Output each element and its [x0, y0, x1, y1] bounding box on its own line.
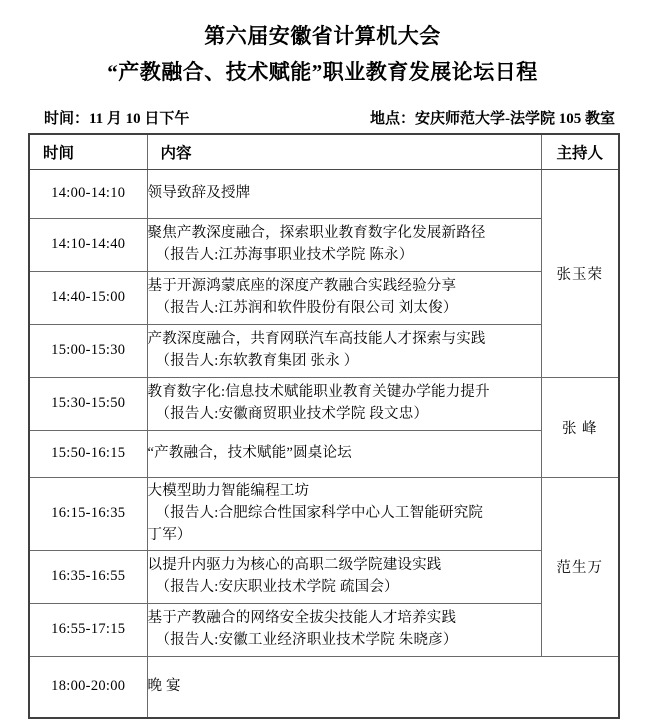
cell-content-speaker: （报告人:安徽商贸职业技术学院 段文忠）	[155, 405, 429, 422]
cell-content	[147, 377, 541, 430]
document-title-block	[0, 0, 645, 87]
table-row	[29, 324, 619, 377]
cell-content-main: 基于产教融合的网络安全拔尖技能人才培养实践	[147, 609, 457, 626]
schedule-table-wrapper	[28, 133, 617, 719]
cell-time: 18:00-20:00	[29, 656, 147, 718]
column-header-time: 时间	[29, 134, 147, 170]
cell-content	[147, 603, 541, 656]
cell-time: 15:00-15:30	[29, 324, 147, 377]
cell-content-main: 晚 宴	[147, 677, 181, 694]
table-row	[29, 477, 619, 550]
cell-time: 16:15-16:35	[29, 477, 147, 550]
schedule-table-head	[29, 134, 619, 170]
cell-time: 14:40-15:00	[29, 271, 147, 324]
event-location-label: 地点：安庆师范大学-法学院 105 教室	[370, 110, 615, 127]
cell-content-main: 教育数字化:信息技术赋能职业教育关键办学能力提升	[147, 383, 490, 400]
column-header-host: 主持人	[541, 134, 619, 170]
table-row	[29, 656, 619, 718]
event-time-label: 时间：11 月 10 日下午	[44, 110, 190, 127]
cell-content-speaker: （报告人:江苏海事职业技术学院 陈永）	[155, 246, 414, 263]
cell-time: 16:35-16:55	[29, 550, 147, 603]
cell-time: 14:00-14:10	[29, 169, 147, 218]
table-row	[29, 377, 619, 430]
table-row	[29, 169, 619, 218]
cell-content	[147, 271, 541, 324]
cell-content	[147, 550, 541, 603]
cell-content	[147, 430, 541, 477]
cell-content-speaker: （报告人:合肥综合性国家科学中心人工智能研究院	[155, 504, 484, 521]
cell-time: 14:10-14:40	[29, 218, 147, 271]
cell-content	[147, 656, 619, 718]
cell-content-main: 领导致辞及授牌	[147, 184, 251, 201]
table-row	[29, 550, 619, 603]
cell-content-main: 大模型助力智能编程工坊	[147, 483, 310, 500]
schedule-table-body	[29, 169, 619, 718]
cell-content-speaker: （报告人:东软教育集团 张永 ）	[155, 352, 359, 369]
cell-content-speaker: （报告人:安徽工业经济职业技术学院 朱晓彦）	[155, 631, 458, 648]
cell-content-main: 产教深度融合，共育网联汽车高技能人才探索与实践	[147, 330, 486, 347]
table-row	[29, 271, 619, 324]
cell-content	[147, 169, 541, 218]
table-row	[29, 430, 619, 477]
cell-host: 范生万	[541, 477, 619, 656]
cell-content-main: 以提升内驱力为核心的高职二级学院建设实践	[147, 556, 442, 573]
cell-time: 16:55-17:15	[29, 603, 147, 656]
cell-content-main: 聚焦产教深度融合，探索职业教育数字化发展新路径	[147, 224, 486, 241]
table-header-row	[29, 134, 619, 170]
cell-time: 15:30-15:50	[29, 377, 147, 430]
cell-host: 张玉荣	[541, 169, 619, 377]
cell-content-speaker: （报告人:安庆职业技术学院 疏国会）	[155, 578, 399, 595]
cell-content-main: “产教融合，技术赋能”圆桌论坛	[147, 444, 352, 461]
cell-time: 15:50-16:15	[29, 430, 147, 477]
cell-content	[147, 324, 541, 377]
cell-content	[147, 477, 541, 550]
column-header-content: 内容	[147, 134, 541, 170]
cell-content-speaker: （报告人:江苏润和软件股份有限公司 刘太俊）	[155, 299, 458, 316]
cell-host: 张 峰	[541, 377, 619, 477]
page-title-primary: 第六届安徽省计算机大会	[204, 24, 441, 48]
table-row	[29, 218, 619, 271]
cell-content-speaker-overflow: 丁军）	[147, 526, 192, 543]
cell-content	[147, 218, 541, 271]
table-row	[29, 603, 619, 656]
page-title-secondary: “产教融合、技术赋能”职业教育发展论坛日程	[107, 60, 538, 85]
cell-content-main: 基于开源鸿蒙底座的深度产教融合实践经验分享	[147, 277, 457, 294]
meta-info-row	[28, 107, 617, 128]
schedule-table	[28, 133, 620, 719]
